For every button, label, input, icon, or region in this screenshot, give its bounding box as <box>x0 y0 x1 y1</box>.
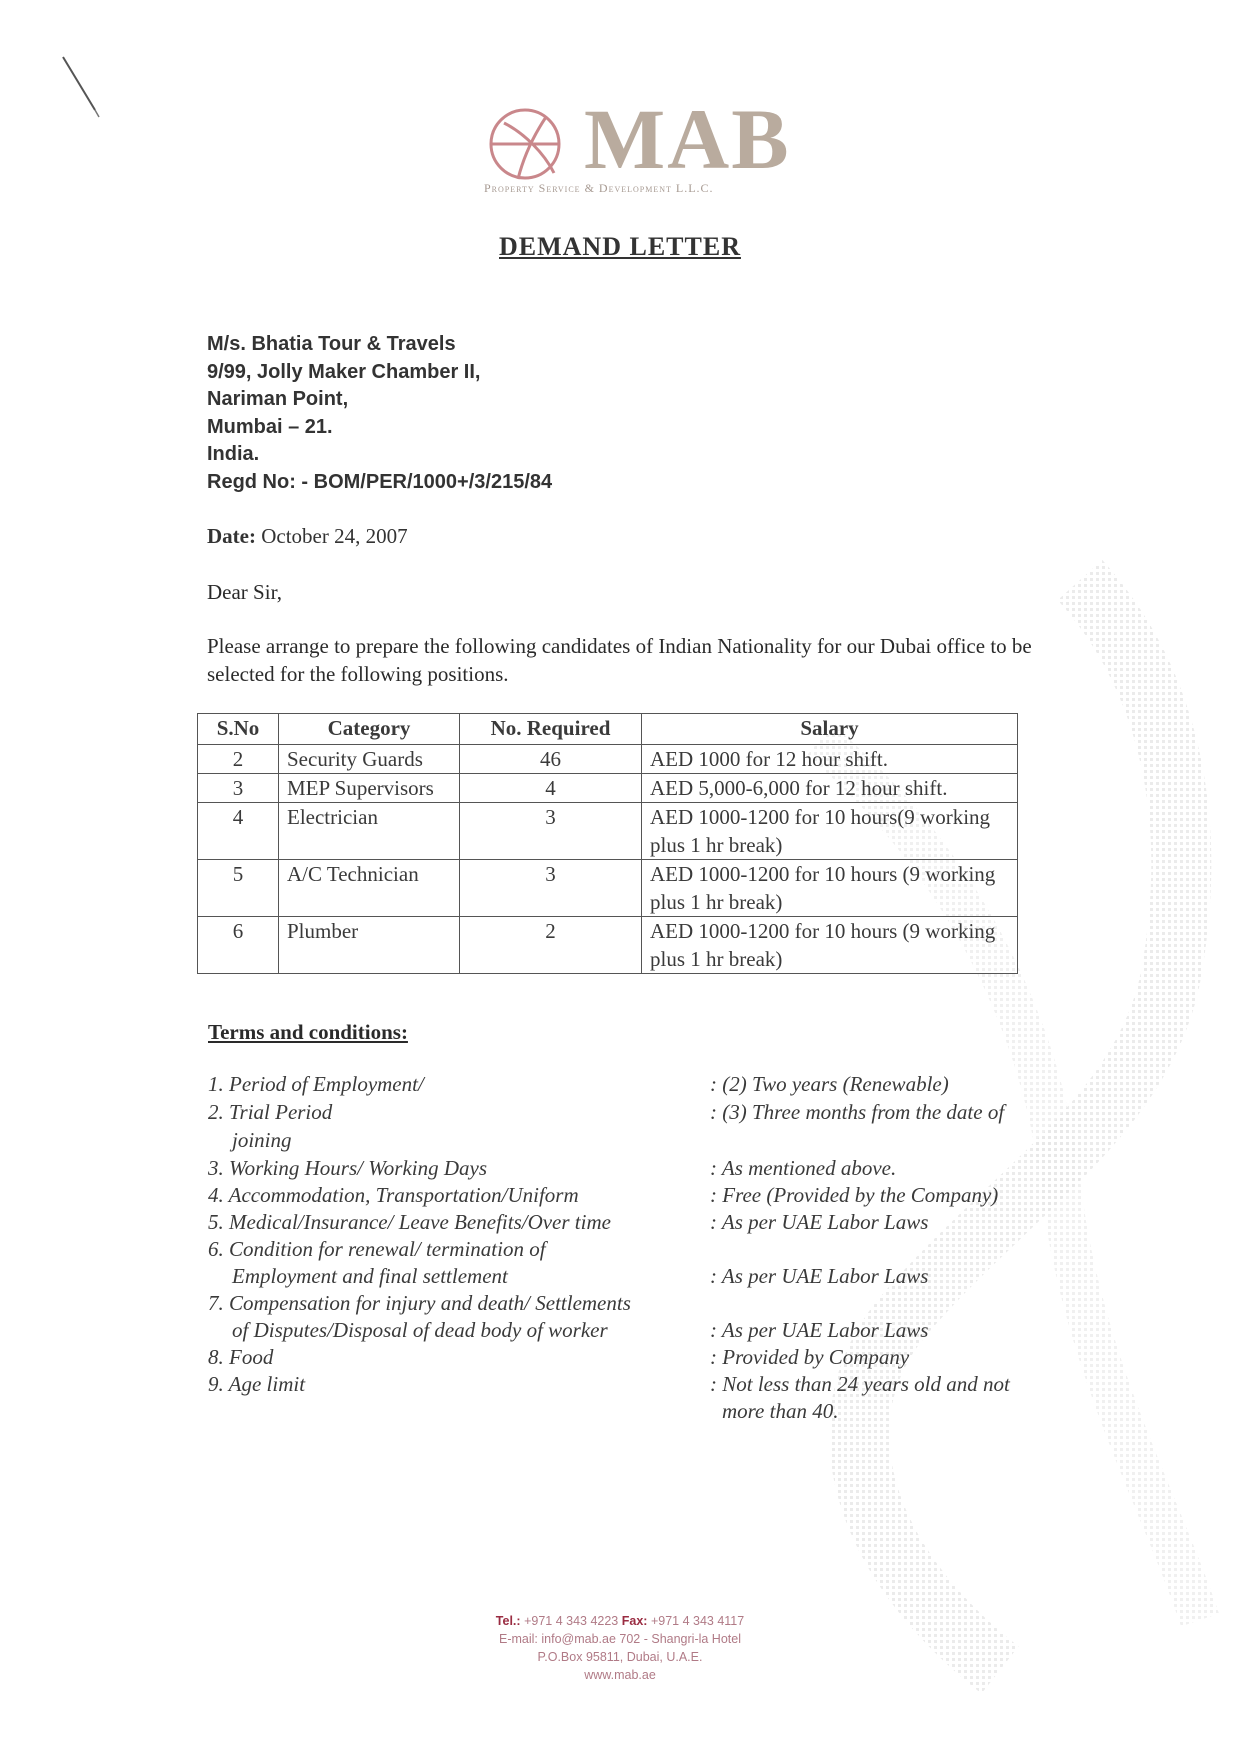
cell-category: MEP Supervisors <box>279 774 460 803</box>
term-value: : As per UAE Labor Laws <box>710 1318 929 1342</box>
cell-sno: 4 <box>198 803 279 860</box>
cell-salary: AED 5,000-6,000 for 12 hour shift. <box>642 774 1018 803</box>
term-value: : As per UAE Labor Laws <box>710 1210 929 1234</box>
table-row <box>198 774 1018 803</box>
brand-name: MAB <box>584 91 791 187</box>
salutation: Dear Sir, <box>207 580 282 604</box>
footer-email-line: E-mail: info@mab.ae 702 - Shangri-la Hotel <box>499 1632 741 1646</box>
cell-required: 3 <box>460 860 642 917</box>
column-header: S.No <box>198 714 279 745</box>
terms-heading: Terms and conditions: <box>208 1020 408 1044</box>
table-header-row <box>198 714 1018 745</box>
table-row <box>198 860 1018 917</box>
cell-sno: 2 <box>198 745 279 774</box>
cell-salary: AED 1000-1200 for 10 hours (9 working plus 1 hr break) <box>642 860 1018 917</box>
cell-category: Security Guards <box>279 745 460 774</box>
term-label: 9. Age limit <box>208 1372 306 1396</box>
term-label: 2. Trial Period <box>208 1100 333 1124</box>
footer-phone-line <box>0 1612 1240 1630</box>
term-value: : As per UAE Labor Laws <box>710 1264 929 1288</box>
cell-salary: AED 1000 for 12 hour shift. <box>642 745 1018 774</box>
registration-number: Regd No: - BOM/PER/1000+/3/215/84 <box>207 470 553 493</box>
fax-label: Fax: <box>621 1614 648 1628</box>
term-label-continued: joining <box>232 1128 292 1152</box>
footer-website: www.mab.ae <box>584 1668 656 1682</box>
recipient-line: M/s. Bhatia Tour & Travels <box>207 333 456 355</box>
recipient-line: India. <box>207 443 260 465</box>
cell-required: 46 <box>460 745 642 774</box>
term-label: 6. Condition for renewal/ termination of <box>208 1237 546 1261</box>
letterhead-footer <box>0 1612 1240 1684</box>
term-label-continued: of Disputes/Disposal of dead body of worker <box>232 1318 608 1342</box>
globe-logo-icon <box>484 103 566 185</box>
cell-sno: 6 <box>198 917 279 974</box>
cell-category: A/C Technician <box>279 860 460 917</box>
term-value: : Provided by Company <box>710 1345 910 1369</box>
term-value: : As mentioned above. <box>710 1156 897 1180</box>
tel-number: +971 4 343 4223 <box>524 1614 619 1628</box>
term-value: : (3) Three months from the date of <box>710 1100 1005 1124</box>
column-header: Category <box>279 714 460 745</box>
cell-salary: AED 1000-1200 for 10 hours(9 working plus 1 hr break) <box>642 803 1018 860</box>
table-row <box>198 803 1018 860</box>
cell-salary: AED 1000-1200 for 10 hours (9 working plus 1 hr break) <box>642 917 1018 974</box>
recipient-line: Mumbai – 21. <box>207 415 333 438</box>
table-row <box>198 745 1018 774</box>
term-value: : (2) Two years (Renewable) <box>710 1072 949 1096</box>
term-value: : Not less than 24 years old and not <box>710 1372 1010 1396</box>
cell-category: Plumber <box>279 917 460 974</box>
term-label: 5. Medical/Insurance/ Leave Benefits/Over time <box>208 1210 611 1234</box>
date-value: October 24, 2007 <box>261 524 408 548</box>
term-label: 3. Working Hours/ Working Days <box>208 1156 488 1180</box>
term-label: 4. Accommodation, Transportation/Uniform <box>208 1183 579 1207</box>
cell-required: 4 <box>460 774 642 803</box>
fax-number: +971 4 343 4117 <box>650 1614 745 1628</box>
intro-paragraph: Please arrange to prepare the following candidates of Indian Nationality for our Dubai office to be selected for the following positions. <box>207 634 1032 686</box>
brand-subtitle: Property Service & Development L.L.C. <box>484 181 714 195</box>
term-label-continued: Employment and final settlement <box>232 1264 508 1288</box>
positions-table <box>197 713 1018 974</box>
cell-required: 2 <box>460 917 642 974</box>
recipient-line: Nariman Point, <box>207 388 349 410</box>
recipient-line: 9/99, Jolly Maker Chamber II, <box>207 360 481 383</box>
cell-category: Electrician <box>279 803 460 860</box>
pen-stroke-mark <box>55 55 115 125</box>
column-header: No. Required <box>460 714 642 745</box>
term-label: 8. Food <box>208 1345 274 1369</box>
term-label: 7. Compensation for injury and death/ Settlements <box>208 1291 631 1315</box>
cell-required: 3 <box>460 803 642 860</box>
column-header: Salary <box>642 714 1018 745</box>
cell-sno: 3 <box>198 774 279 803</box>
cell-sno: 5 <box>198 860 279 917</box>
letter-date <box>207 524 408 549</box>
table-row <box>198 917 1018 974</box>
tel-label: Tel.: <box>495 1614 521 1628</box>
date-label: Date: <box>207 524 256 548</box>
recipient-address <box>207 331 552 496</box>
footer-pobox: P.O.Box 95811, Dubai, U.A.E. <box>537 1650 703 1664</box>
term-value: : Free (Provided by the Company) <box>710 1183 999 1207</box>
company-logo <box>484 91 804 205</box>
term-value-continued: more than 40. <box>722 1399 839 1423</box>
term-label: 1. Period of Employment/ <box>208 1072 424 1096</box>
document-title: DEMAND LETTER <box>499 232 741 261</box>
